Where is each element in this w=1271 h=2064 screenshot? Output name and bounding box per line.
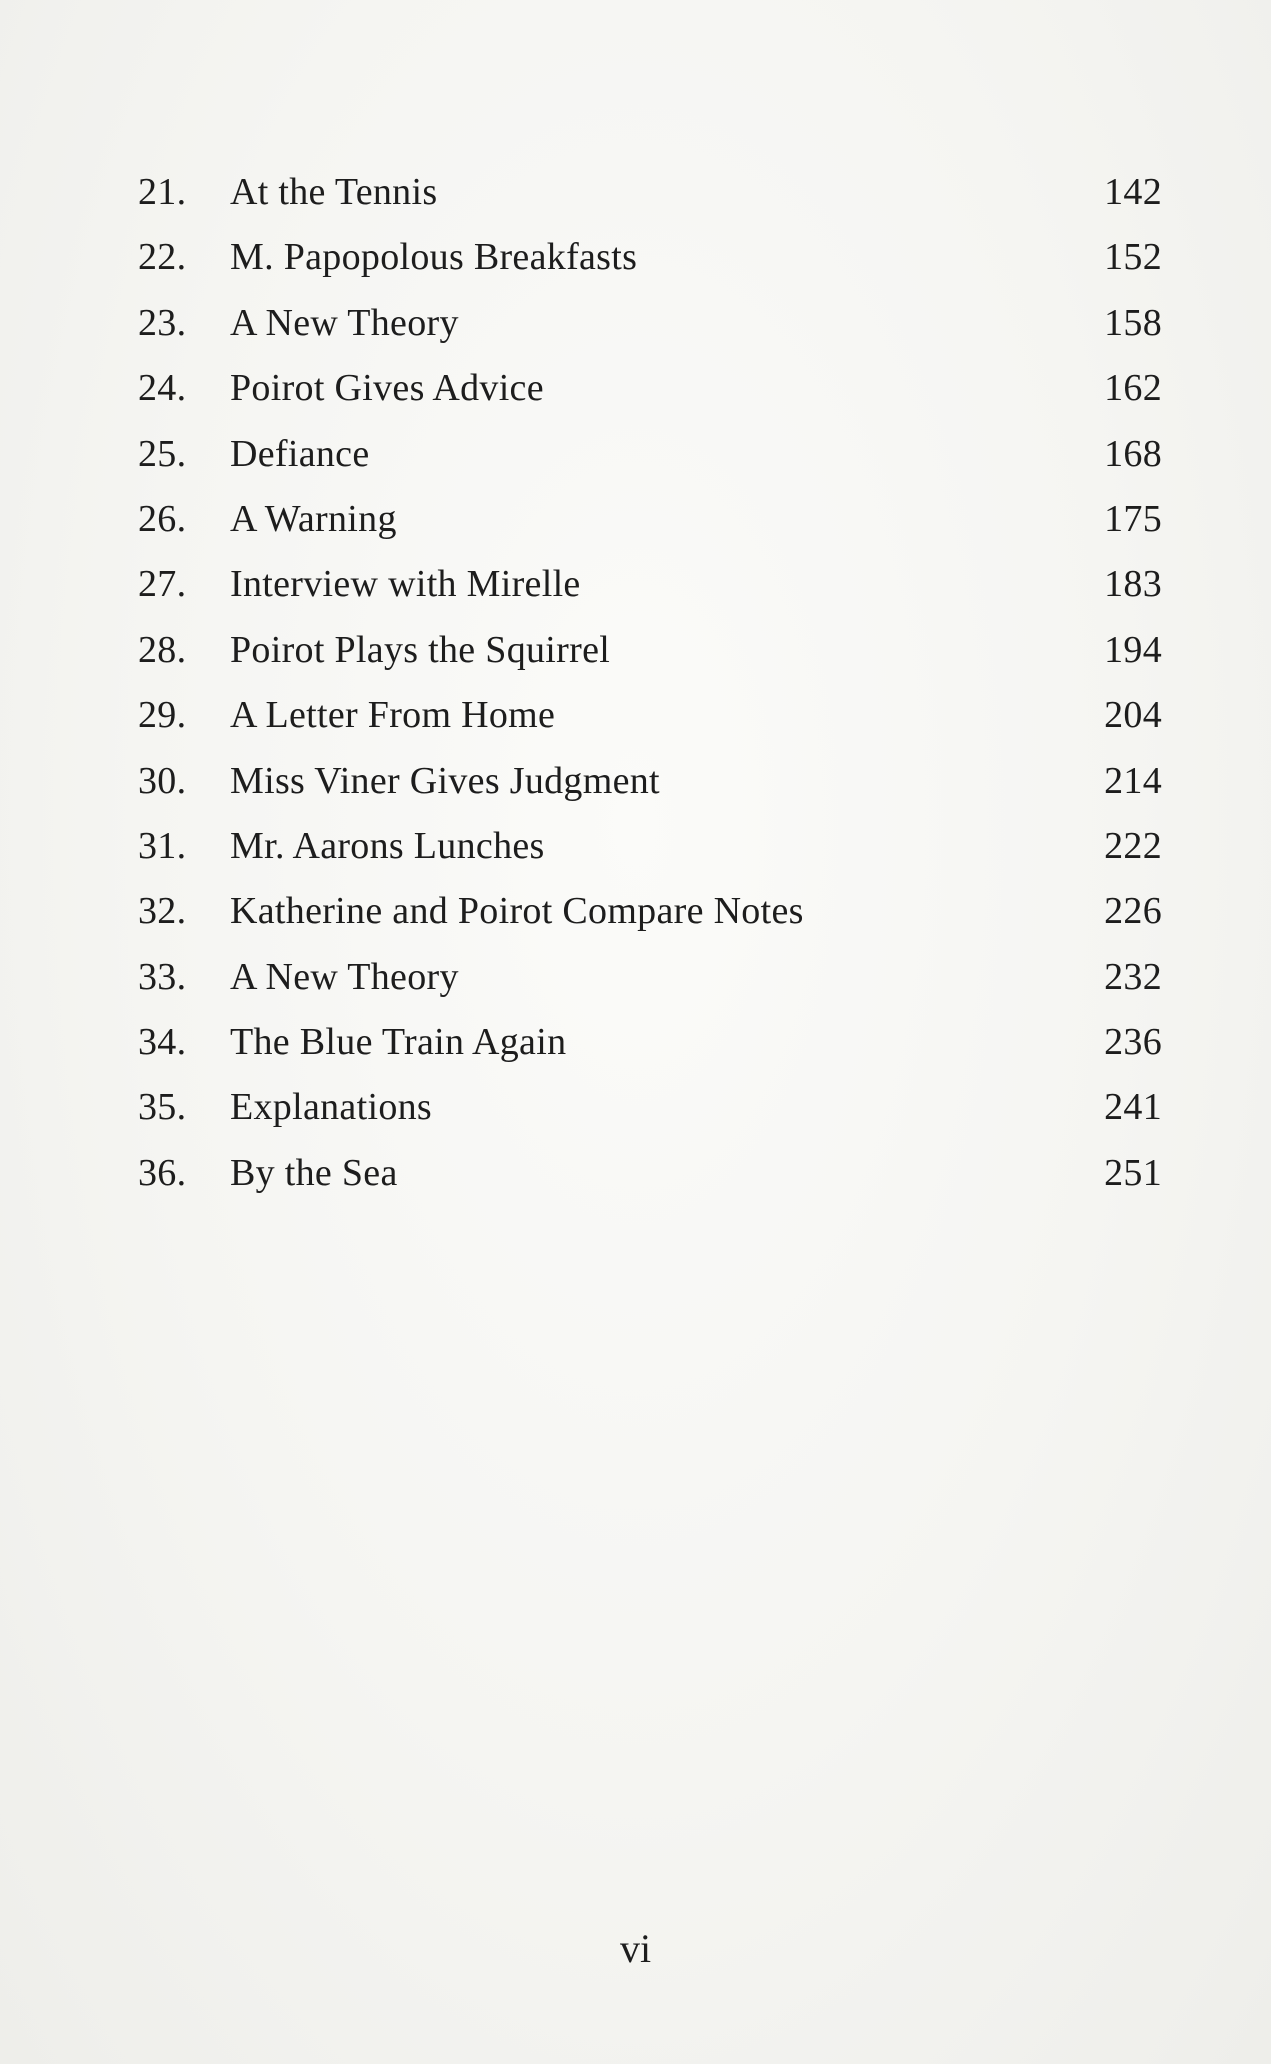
- chapter-page: 251: [1104, 1151, 1162, 1194]
- toc-entry: [138, 422, 1162, 487]
- toc-entry: [138, 552, 1162, 617]
- toc-entry: [138, 879, 1162, 944]
- chapter-number: 22.: [138, 236, 187, 279]
- chapter-number: 24.: [138, 367, 187, 410]
- chapter-number: 29.: [138, 694, 187, 737]
- chapter-page: 236: [1104, 1021, 1162, 1064]
- table-of-contents: [138, 160, 1162, 1206]
- chapter-number: 33.: [138, 955, 187, 998]
- chapter-page: 152: [1104, 236, 1162, 279]
- toc-entry: [138, 1075, 1162, 1140]
- chapter-number: 31.: [138, 824, 187, 867]
- toc-entry: [138, 1010, 1162, 1075]
- chapter-number: 27.: [138, 563, 187, 606]
- chapter-page: 142: [1104, 171, 1162, 213]
- chapter-page: 175: [1104, 497, 1162, 540]
- chapter-page: 226: [1104, 890, 1162, 933]
- chapter-title: Katherine and Poirot Compare Notes: [230, 890, 804, 933]
- chapter-page: 204: [1104, 694, 1162, 737]
- chapter-title: Interview with Mirelle: [230, 563, 581, 606]
- chapter-title: By the Sea: [230, 1151, 398, 1194]
- chapter-title: A New Theory: [230, 955, 459, 998]
- chapter-number: 36.: [138, 1151, 187, 1194]
- chapter-number: 25.: [138, 432, 187, 475]
- chapter-title: M. Papopolous Breakfasts: [230, 236, 638, 279]
- chapter-number: 23.: [138, 301, 187, 344]
- toc-entry: [138, 618, 1162, 683]
- chapter-title: Explanations: [230, 1086, 433, 1129]
- chapter-page: 168: [1104, 432, 1162, 475]
- chapter-page: 222: [1104, 824, 1162, 867]
- toc-entry: [138, 291, 1162, 356]
- chapter-title: A Warning: [230, 497, 397, 540]
- chapter-number: 32.: [138, 890, 187, 933]
- chapter-title: At the Tennis: [230, 171, 438, 213]
- toc-entry: [138, 749, 1162, 814]
- chapter-number: 35.: [138, 1086, 187, 1129]
- chapter-page: 241: [1104, 1086, 1162, 1129]
- chapter-number: 30.: [138, 759, 187, 802]
- toc-entry: [138, 683, 1162, 748]
- chapter-number: 26.: [138, 497, 187, 540]
- chapter-page: 162: [1104, 367, 1162, 410]
- chapter-title: Miss Viner Gives Judgment: [230, 759, 660, 802]
- toc-entry: [138, 1141, 1162, 1206]
- toc-entry: [138, 160, 1162, 225]
- page-folio: vi: [619, 1926, 652, 1971]
- chapter-title: Poirot Plays the Squirrel: [230, 628, 611, 671]
- chapter-number: 34.: [138, 1021, 187, 1064]
- chapter-page: 232: [1104, 955, 1162, 998]
- chapter-number: 21.: [138, 171, 187, 213]
- chapter-title: A New Theory: [230, 301, 459, 344]
- chapter-title: Mr. Aarons Lunches: [230, 824, 545, 867]
- chapter-number: 28.: [138, 628, 187, 671]
- chapter-title: Poirot Gives Advice: [230, 367, 544, 410]
- chapter-title: A Letter From Home: [230, 694, 556, 737]
- toc-entry: [138, 945, 1162, 1010]
- chapter-title: Defiance: [230, 432, 370, 475]
- chapter-page: 214: [1104, 759, 1162, 802]
- toc-entry: [138, 225, 1162, 290]
- toc-entry: [138, 814, 1162, 879]
- chapter-page: 194: [1104, 628, 1162, 671]
- chapter-page: 183: [1104, 563, 1162, 606]
- toc-entry: [138, 487, 1162, 552]
- chapter-page: 158: [1104, 301, 1162, 344]
- toc-entry: [138, 356, 1162, 421]
- chapter-title: The Blue Train Again: [230, 1021, 567, 1064]
